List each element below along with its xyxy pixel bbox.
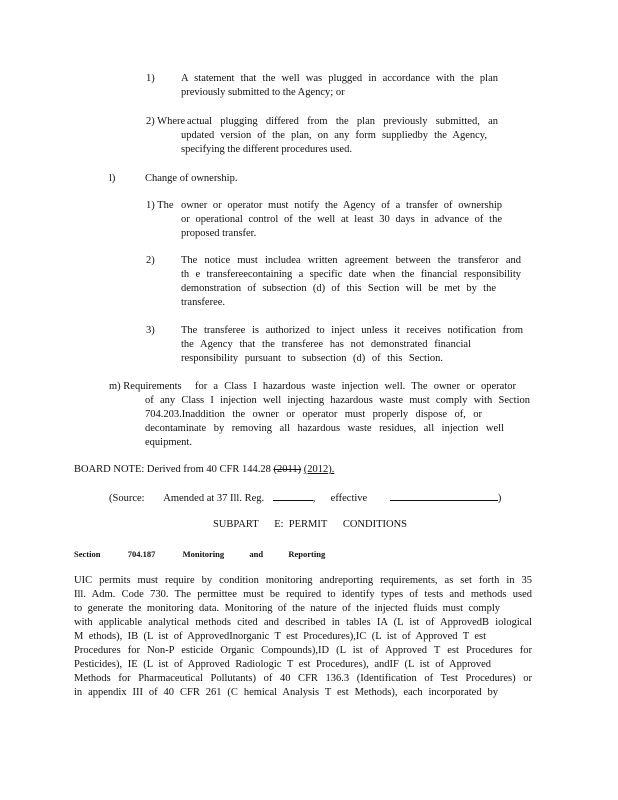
item-line: or operational control of the well at least 30 days in advance of the — [181, 214, 502, 225]
section-title-a: Monitoring — [182, 549, 225, 559]
item-line: 704.203.Inaddition the owner or operator must properly dispose of, or — [145, 409, 482, 420]
item-line: The notice must includea written agreement between the transferor and — [181, 255, 521, 266]
item-label: 3) — [146, 325, 155, 336]
item-line: owner or operator must notify the Agency of a transfer of ownership — [181, 200, 502, 211]
body-line: UIC permits must require by condition monitoring andreporting requirements, as set forth in 35 — [74, 575, 532, 586]
board-note-prefix: BOARD NOTE: Derived from 40 CFR 144.28 — [74, 464, 271, 475]
item-line: specifying the different procedures used. — [181, 144, 352, 155]
body-line: Methods for Pharmaceutical Pollutants) of 40 CFR 136.3 (Identification of Test Procedures) or — [74, 673, 532, 684]
item-line: proposed transfer. — [181, 228, 257, 239]
source-close: ) — [497, 493, 502, 504]
item-label: 2) Where — [146, 116, 186, 127]
item-line: equipment. — [145, 437, 192, 448]
subsection-label: l) — [109, 173, 116, 184]
board-note — [74, 463, 334, 477]
item-line: for a Class I hazardous waste injection well. The owner or operator — [195, 381, 516, 392]
section-title-b: and — [249, 549, 264, 559]
body-line: with applicable analytical methods cited and described in tables IA (L ist of ApprovedB iological — [74, 617, 532, 628]
source-comma: , — [312, 493, 316, 504]
item-label: 1) The — [146, 200, 174, 211]
body-line: M ethods), IB (L ist of ApprovedInorganic T est Procedures),IC (L ist of Approved T est — [74, 631, 486, 642]
item-line: The transferee is authorized to inject unless it receives notification from — [181, 325, 523, 336]
subsection-title: Change of ownership. — [145, 173, 238, 184]
item-label: 2) — [146, 255, 155, 266]
board-note-new-year: (2012). — [303, 464, 335, 475]
item-line: previously submitted to the Agency; or — [181, 87, 345, 98]
section-title-c: Reporting — [288, 549, 326, 559]
item-line: A statement that the well was plugged in accordance with the plan — [181, 73, 498, 84]
body-line: Ill. Adm. Code 730. The permittee must be required to identify types of tests and methods used — [74, 589, 532, 600]
source-open: (Source: — [109, 493, 145, 504]
item-line: of any Class I injection well injecting hazardous waste must comply with Section — [145, 395, 530, 406]
source-effective: effective — [330, 493, 368, 504]
source-amended: Amended at 37 Ill. Reg. — [163, 493, 265, 504]
item-line: th e transfereecontaining a specific date when the financial responsibility — [181, 269, 521, 280]
source-note — [109, 489, 501, 506]
register-page-blank — [273, 489, 313, 501]
item-line: demonstration of subsection (d) of this Section will be met by the — [181, 283, 496, 294]
body-line: in appendix III of 40 CFR 261 (C hemical Analysis T est Methods), each incorporated by — [74, 687, 498, 698]
body-line: Pesticides), IE (L ist of Approved Radiologic T est Procedures), andIF (L ist of Approved — [74, 659, 491, 670]
section-heading — [74, 547, 325, 562]
body-paragraph — [74, 574, 532, 700]
body-line: to generate the monitoring data. Monitoring of the nature of the injected fluids must comply — [74, 603, 500, 614]
item-line: the Agency that the transferee has not demonstrated financial — [181, 339, 471, 350]
subsection-label: m) Requirements — [109, 381, 182, 392]
section-number-label: Section — [74, 549, 101, 559]
item-label: 1) — [146, 73, 155, 84]
subpart-heading: SUBPART E: PERMIT CONDITIONS — [212, 519, 408, 530]
section-number: 704.187 — [127, 549, 156, 559]
body-line: Procedures for Non-P esticide Organic Compounds),ID (L ist of Approved T est Procedures for — [74, 645, 532, 656]
item-line: decontaminate by removing all hazardous waste residues, all injection well — [145, 423, 504, 434]
item-line: responsibility pursuant to subsection (d) of this Section. — [181, 353, 443, 364]
item-line: transferee. — [181, 297, 226, 308]
item-line: updated version of the plan, on any form suppliedby the Agency, — [181, 130, 487, 141]
effective-date-blank — [390, 489, 498, 501]
item-line: actual plugging differed from the plan previously submitted, an — [187, 116, 498, 127]
board-note-struck-year: (2011) — [273, 464, 302, 475]
